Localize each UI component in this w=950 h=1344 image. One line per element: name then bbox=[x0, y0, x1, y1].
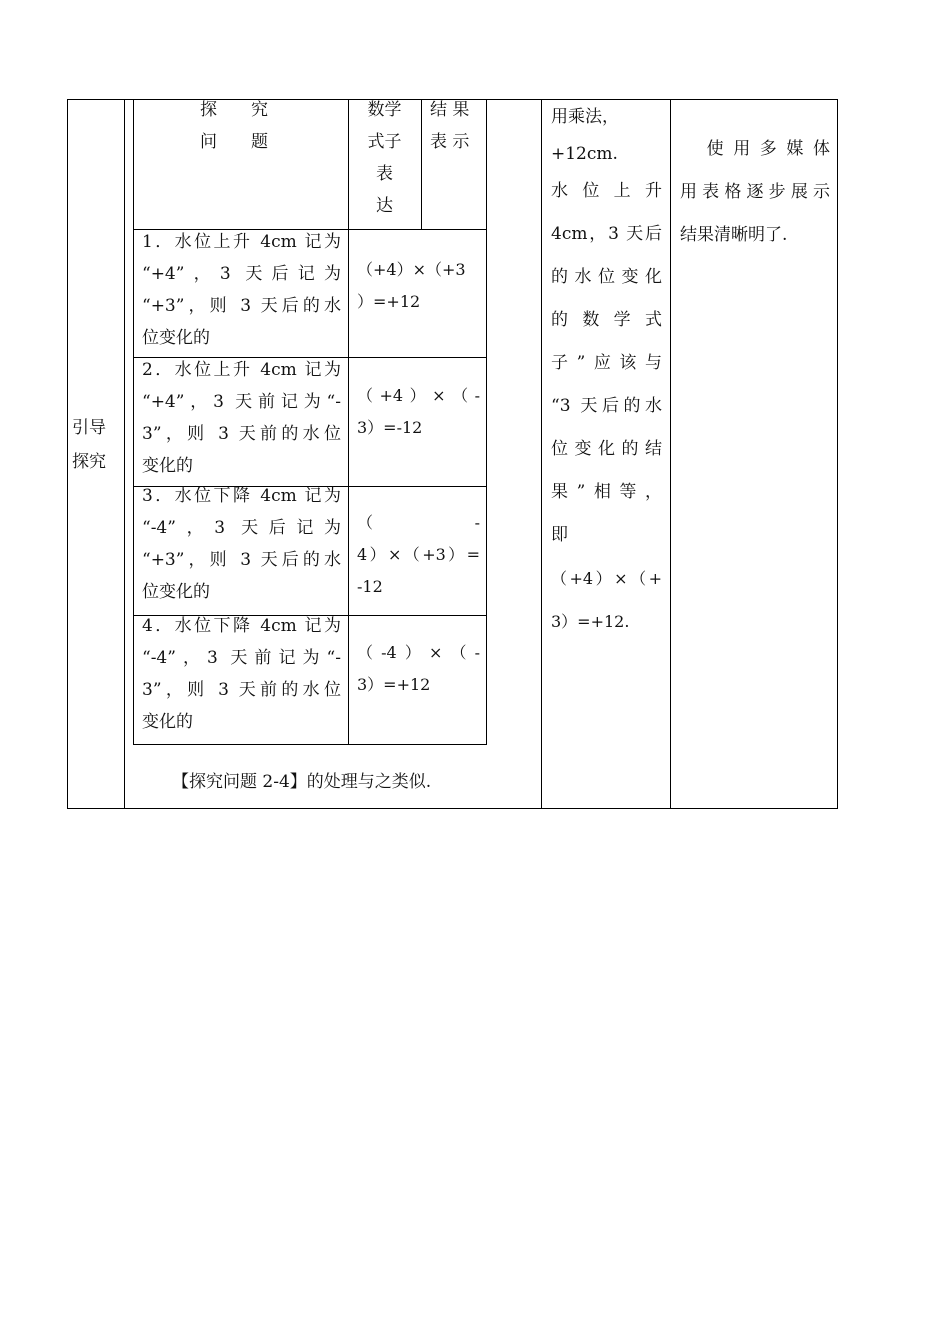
problem-line: 变化的 bbox=[142, 712, 193, 732]
problem-line: “-4”，3 天前记为“- bbox=[142, 648, 341, 668]
section-label-line: 探究 bbox=[72, 452, 106, 472]
table-row-problem bbox=[142, 610, 341, 738]
problem-line: “+4”，3 天前记为“- bbox=[142, 392, 341, 412]
explanation-line: 3）=+12. bbox=[551, 612, 630, 631]
explanation-line: （+4）×（+ bbox=[551, 569, 662, 588]
inner-table-right-border bbox=[486, 99, 487, 745]
explanation-text bbox=[551, 96, 662, 643]
explanation-line: 4cm，3 天后 bbox=[551, 224, 662, 244]
explanation-line: 的 数 学 式 bbox=[551, 310, 662, 330]
column-divider-1 bbox=[124, 99, 125, 809]
problem-line: 3”，则 3 天前的水位 bbox=[142, 680, 341, 700]
problem-line: “+3”，则 3 天后的水 bbox=[142, 296, 341, 316]
column-divider-2 bbox=[541, 99, 542, 809]
table-row-problem bbox=[142, 226, 341, 354]
header-problem bbox=[200, 94, 320, 158]
problem-line: 变化的 bbox=[142, 456, 193, 476]
design-note-line: 结果清晰明了. bbox=[680, 225, 788, 245]
problem-line: “-4”，3 天后记为 bbox=[142, 518, 341, 538]
outer-left-border bbox=[67, 99, 68, 809]
inner-table-header-divider bbox=[421, 99, 422, 229]
header-expression-line: 达 bbox=[376, 196, 393, 216]
explanation-line: 水 位 上 升 bbox=[551, 181, 662, 201]
explanation-line: 果”相等， bbox=[551, 482, 662, 502]
header-expression bbox=[348, 94, 421, 222]
footer-note: 【探究问题 2-4】的处理与之类似. bbox=[172, 772, 432, 792]
table-row-expression bbox=[357, 254, 480, 318]
section-label-line: 引导 bbox=[72, 418, 106, 438]
problem-line: 位变化的 bbox=[142, 328, 210, 348]
design-note-line: 用表格逐步展示 bbox=[680, 182, 830, 202]
table-row-problem bbox=[142, 480, 341, 608]
explanation-line: +12cm. bbox=[551, 144, 618, 164]
design-note-line: 使用多媒体 bbox=[680, 139, 830, 159]
design-note bbox=[680, 128, 830, 257]
expression-line: （+4）×（- bbox=[357, 386, 480, 405]
header-expression-line: 数学 bbox=[367, 100, 402, 120]
table-row-problem bbox=[142, 354, 341, 482]
problem-line: 2．水位上升 4cm 记为 bbox=[142, 360, 341, 380]
header-problem-line: 探 究 bbox=[200, 100, 268, 120]
table-row-expression bbox=[357, 380, 480, 444]
header-expression-line: 式子 bbox=[367, 132, 402, 152]
explanation-line: “3 天后的水 bbox=[551, 396, 662, 416]
column-divider-3 bbox=[670, 99, 671, 809]
header-result-line: 结 果 bbox=[430, 100, 470, 120]
explanation-line: 子”应该与 bbox=[551, 353, 662, 373]
problem-line: 3”，则 3 天前的水位 bbox=[142, 424, 341, 444]
problem-line: 3．水位下降 4cm 记为 bbox=[142, 486, 341, 506]
expression-line: （ - bbox=[357, 513, 480, 532]
problem-line: 4．水位下降 4cm 记为 bbox=[142, 616, 341, 636]
expression-line: ）=+12 bbox=[357, 292, 421, 311]
problem-line: 1．水位上升 4cm 记为 bbox=[142, 232, 341, 252]
problem-line: 位变化的 bbox=[142, 582, 210, 602]
expression-line: （+4）×（+3 bbox=[357, 260, 466, 279]
explanation-line: 位变化的结 bbox=[551, 439, 662, 459]
expression-line: 4）×（+3）= bbox=[357, 545, 480, 564]
outer-bottom-border bbox=[67, 808, 838, 809]
expression-line: 3）=+12 bbox=[357, 675, 431, 694]
table-row-expression bbox=[357, 637, 480, 701]
table-row-expression bbox=[357, 507, 480, 603]
expression-line: 3）=-12 bbox=[357, 418, 423, 437]
inner-table-bottom-border bbox=[133, 744, 487, 745]
explanation-line: 即 bbox=[551, 525, 568, 545]
expression-line: （-4）×（- bbox=[357, 643, 480, 662]
inner-table-left-border bbox=[133, 99, 134, 745]
section-label bbox=[72, 411, 120, 479]
header-result-line: 表 示 bbox=[430, 132, 470, 152]
expression-line: -12 bbox=[357, 577, 383, 596]
header-expression-line: 表 bbox=[376, 164, 393, 184]
problem-line: “+4”，3 天后记为 bbox=[142, 264, 341, 284]
outer-right-border bbox=[837, 99, 838, 809]
explanation-line: 的水位变化 bbox=[551, 267, 662, 287]
problem-line: “+3”，则 3 天后的水 bbox=[142, 550, 341, 570]
header-problem-line: 问 题 bbox=[200, 132, 268, 152]
explanation-line: 用乘法， bbox=[551, 107, 619, 127]
header-result bbox=[430, 94, 482, 158]
